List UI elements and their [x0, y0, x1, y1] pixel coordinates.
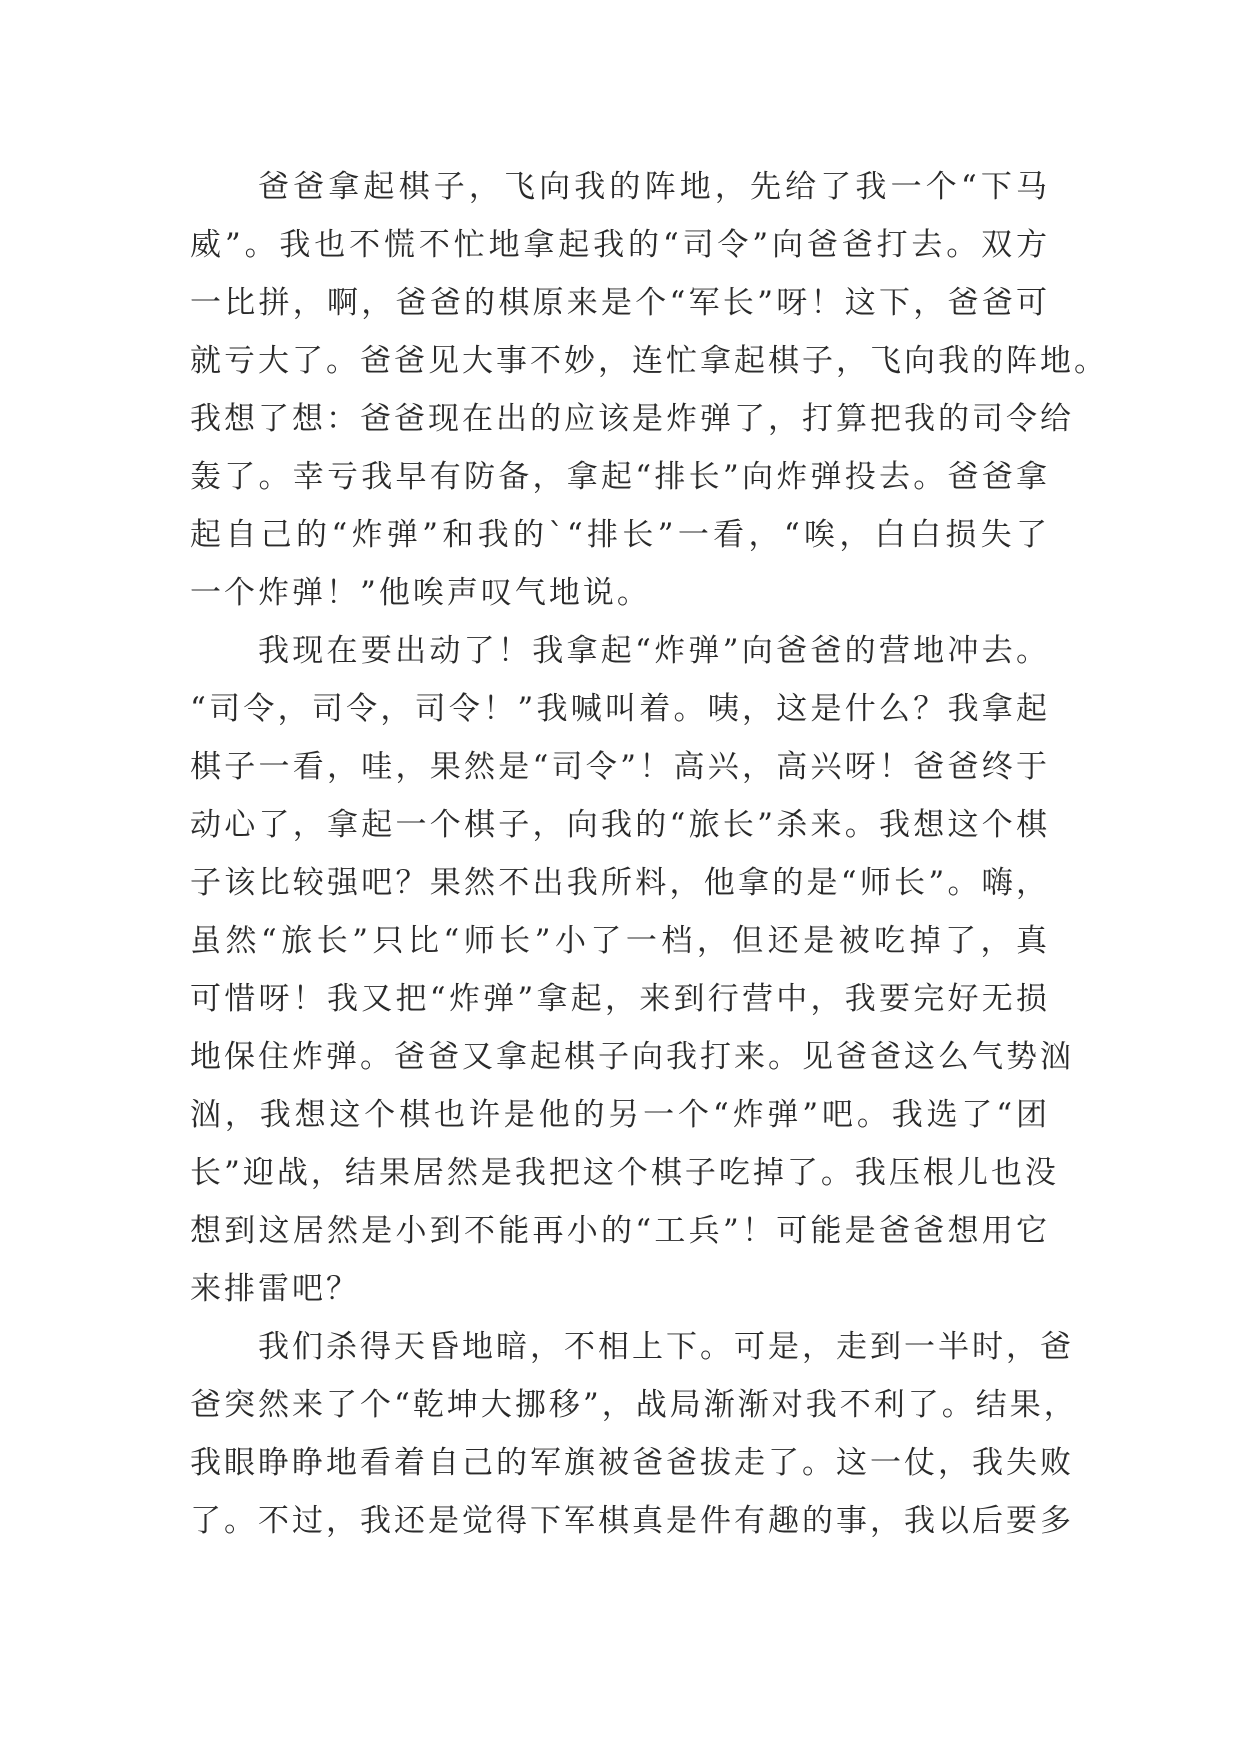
text-line: 一个炸弹！”他唉声叹气地说。: [190, 575, 651, 611]
text-line: 可惜呀！我又把“炸弹”拿起，来到行营中，我要完好无损: [190, 981, 1050, 1017]
text-line: 爸突然来了个“乾坤大挪移”，战局渐渐对我不利了。结果，: [190, 1387, 1078, 1423]
text-line: 虽然“旅长”只比“师长”小了一档，但还是被吃掉了，真: [190, 923, 1050, 959]
text-line: 爸爸拿起棋子，飞向我的阵地，先给了我一个“下马: [258, 169, 1050, 205]
text-line: 棋子一看，哇，果然是“司令”！高兴，高兴呀！爸爸终于: [190, 749, 1050, 785]
text-line: 我想了想：爸爸现在出的应该是炸弹了，打算把我的司令给: [190, 401, 1074, 437]
text-line: “司令，司令，司令！”我喊叫着。咦，这是什么？我拿起: [190, 691, 1050, 727]
text-line: 想到这居然是小到不能再小的“工兵”！可能是爸爸想用它: [190, 1213, 1050, 1249]
text-line: 起自己的“炸弹”和我的`“排长”一看，“唉，白白损失了: [190, 517, 1050, 553]
text-line: 威”。我也不慌不忙地拿起我的“司令”向爸爸打去。双方: [190, 227, 1050, 263]
text-line: 轰了。幸亏我早有防备，拿起“排长”向炸弹投去。爸爸拿: [190, 459, 1050, 495]
text-line: 地保住炸弹。爸爸又拿起棋子向我打来。见爸爸这么气势汹: [190, 1039, 1074, 1075]
text-line: 就亏大了。爸爸见大事不妙，连忙拿起棋子，飞向我的阵地。: [190, 343, 1108, 379]
text-line: 我们杀得天昏地暗，不相上下。可是，走到一半时，爸: [258, 1329, 1074, 1365]
text-line: 来排雷吧？: [190, 1271, 360, 1307]
body-text: [190, 158, 1108, 1550]
text-line: 汹，我想这个棋也许是他的另一个“炸弹”吧。我选了“团: [190, 1097, 1050, 1133]
text-line: 子该比较强吧？果然不出我所料，他拿的是“师长”。嗨，: [190, 865, 1050, 901]
text-line: 长”迎战，结果居然是我把这个棋子吃掉了。我压根儿也没: [190, 1155, 1059, 1191]
text-line: 我眼睁睁地看着自己的军旗被爸爸拔走了。这一仗，我失败: [190, 1445, 1074, 1481]
text-line: 我现在要出动了！我拿起“炸弹”向爸爸的营地冲去。: [258, 633, 1050, 669]
text-line: 一比拼，啊，爸爸的棋原来是个“军长”呀！这下，爸爸可: [190, 285, 1050, 321]
text-line: 了。不过，我还是觉得下军棋真是件有趣的事，我以后要多: [190, 1503, 1074, 1539]
text-line: 动心了，拿起一个棋子，向我的“旅长”杀来。我想这个棋: [190, 807, 1050, 843]
